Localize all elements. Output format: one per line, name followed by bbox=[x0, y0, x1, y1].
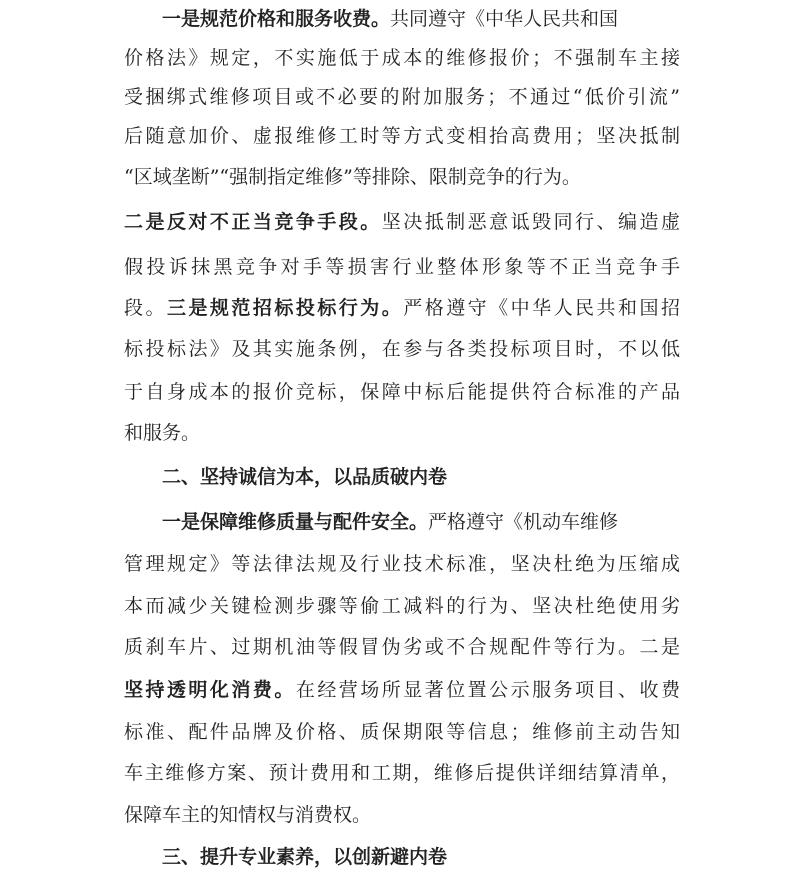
paragraph-line: 和服务。 bbox=[124, 422, 201, 444]
paragraph-line: 标准、配件品牌及价格、质保期限等信息；维修前主动告知 bbox=[124, 721, 680, 743]
paragraph-line bbox=[124, 213, 680, 232]
paragraph-text: 在经营场所显著位置公示服务项目、收费 bbox=[295, 679, 680, 701]
paragraph-line: 管理规定》等法律法规及行业技术标准，坚决杜绝为压缩成 bbox=[124, 553, 680, 575]
paragraph-line: 受捆绑式维修项目或不必要的附加服务；不通过“低价引流” bbox=[124, 86, 680, 108]
paragraph-text: 严格遵守《中华人民共和国招 bbox=[403, 297, 680, 319]
section-heading: 三、提升专业素养，以创新避内卷 bbox=[162, 846, 448, 868]
paragraph-line bbox=[124, 681, 680, 700]
paragraph-line bbox=[124, 299, 680, 318]
bold-lead: 一是规范价格和服务收费。 bbox=[162, 8, 391, 30]
paragraph-text: 共同遵守《中华人民共和国 bbox=[390, 8, 619, 30]
paragraph-line: 假投诉抹黑竞争对手等损害行业整体形象等不正当竞争手 bbox=[124, 256, 680, 278]
paragraph-text: 坚决抵制恶意诋毁同行、编造虚 bbox=[381, 211, 680, 233]
section-heading: 二、坚持诚信为本，以品质破内卷 bbox=[162, 466, 448, 488]
paragraph-line bbox=[162, 513, 618, 532]
paragraph-line: 价格法》规定，不实施低于成本的维修报价；不强制车主接 bbox=[124, 47, 680, 69]
paragraph-text: 严格遵守《机动车维修 bbox=[428, 511, 619, 533]
paragraph-line bbox=[162, 10, 618, 29]
paragraph-line: 车主维修方案、预计费用和工期，维修后提供详细结算清单， bbox=[124, 762, 680, 784]
paragraph-line: 本而减少关键检测步骤等偷工减料的行为、坚决杜绝使用劣 bbox=[124, 595, 680, 617]
bold-lead: 三是规范招标投标行为。 bbox=[166, 297, 404, 319]
paragraph-line: 于自身成本的报价竞标，保障中标后能提供符合标准的产品 bbox=[124, 381, 680, 403]
paragraph-text: 段。 bbox=[124, 297, 167, 319]
paragraph-line: 标投标法》及其实施条例，在参与各类投标项目时，不以低 bbox=[124, 338, 680, 360]
paragraph-line: 质刹车片、过期机油等假冒伪劣或不合规配件等行为。二是 bbox=[124, 636, 680, 658]
bold-lead: 坚持透明化消费。 bbox=[124, 679, 296, 701]
paragraph-line: 保障车主的知情权与消费权。 bbox=[124, 804, 372, 826]
bold-lead: 二是反对不正当竞争手段。 bbox=[124, 211, 382, 233]
bold-lead: 一是保障维修质量与配件安全。 bbox=[162, 511, 429, 533]
paragraph-line: 后随意加价、虚报维修工时等方式变相抬高费用；坚决抵制 bbox=[124, 125, 680, 147]
paragraph-line: “区域垄断”“强制指定维修”等排除、限制竞争的行为。 bbox=[124, 166, 581, 188]
